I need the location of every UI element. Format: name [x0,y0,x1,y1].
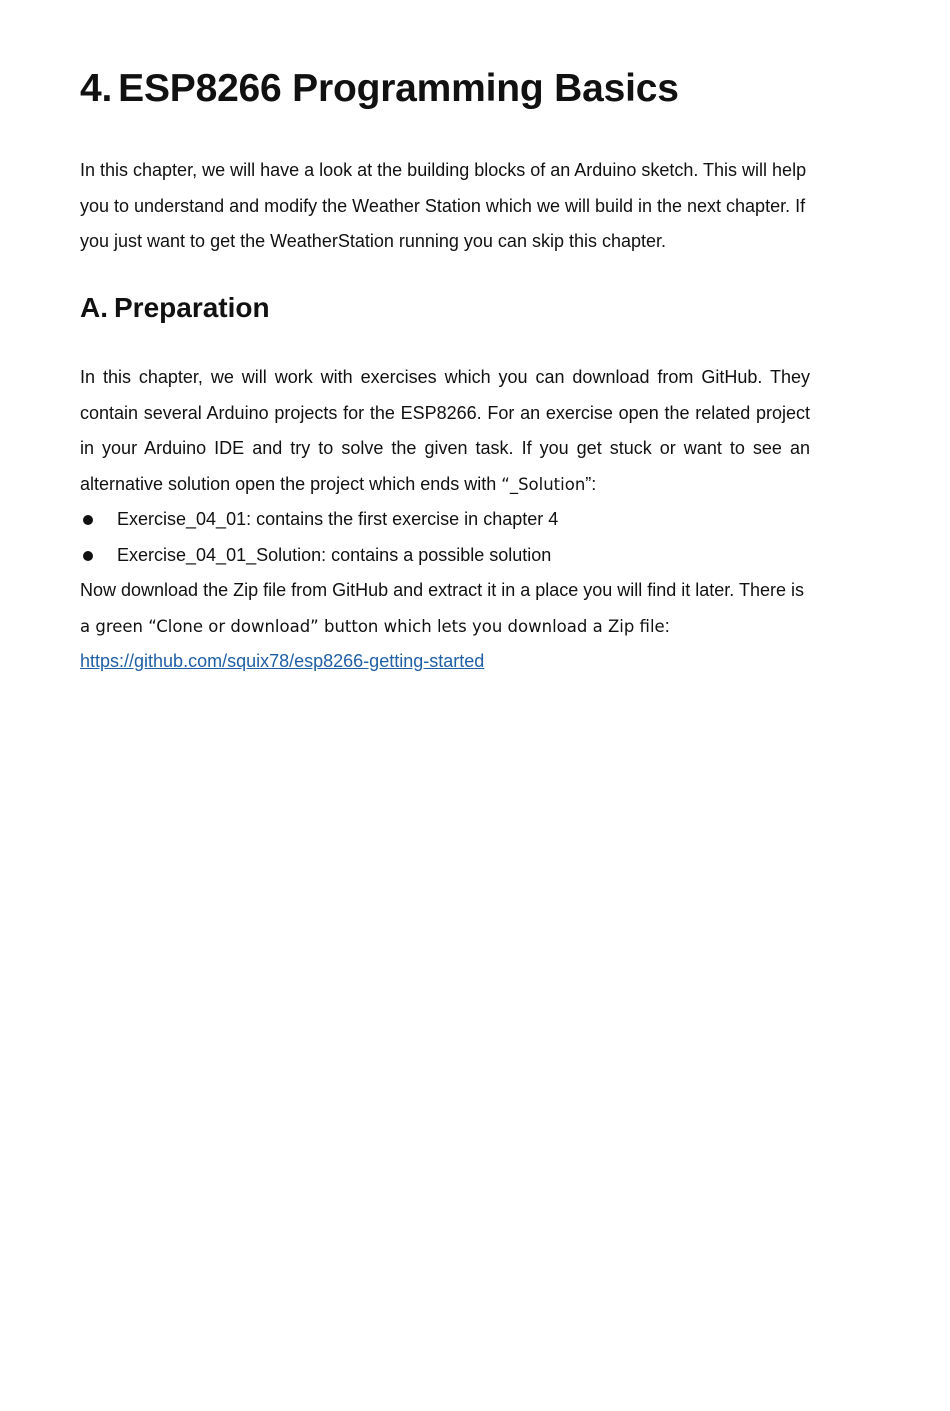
github-link[interactable]: https://github.com/squix78/esp8266-getting-started [80,651,485,671]
exercise-list [80,502,810,573]
list-item [80,502,810,538]
section-title: Preparation [114,292,270,323]
section-number: A. [80,292,108,323]
download-text: Now download the Zip file from GitHub and extract it in a place you will find it later. There is [80,580,805,600]
solution-suffix-quote: “_Solution [501,474,586,494]
download-text-colon: : [664,615,670,636]
chapter-heading [80,62,679,116]
download-paragraph [80,573,810,680]
bullet-icon [83,551,93,561]
section-heading [80,288,270,328]
preparation-text-end: ”: [585,473,597,494]
list-item-text: Exercise_04_01: contains the first exercise in chapter 4 [117,509,559,529]
bullet-icon [83,515,93,525]
list-item-text: Exercise_04_01_Solution: contains a possible solution [117,544,552,565]
chapter-title: ESP8266 Programming Basics [118,67,679,110]
preparation-text: In this chapter, we will work with exercises which you can download from GitHub. They contain several Arduino projects for the ESP8266. For an exercise open the related project in your Arduino IDE and try to solve the given task. If you get stuck or want to see an alternative solution open the project which ends with [80,367,810,494]
list-item [80,538,810,574]
chapter-number: 4. [80,67,113,110]
clone-button-description: a green “Clone or download” button which lets you download a Zip file [80,616,665,636]
chapter-intro-paragraph: In this chapter, we will have a look at the building blocks of an Arduino sketch. This will help you to understand and modify the Weather Station which we will build in the next chapter. If you just want to get the WeatherStation running you can skip this chapter. [80,160,807,251]
preparation-paragraph [80,360,810,502]
